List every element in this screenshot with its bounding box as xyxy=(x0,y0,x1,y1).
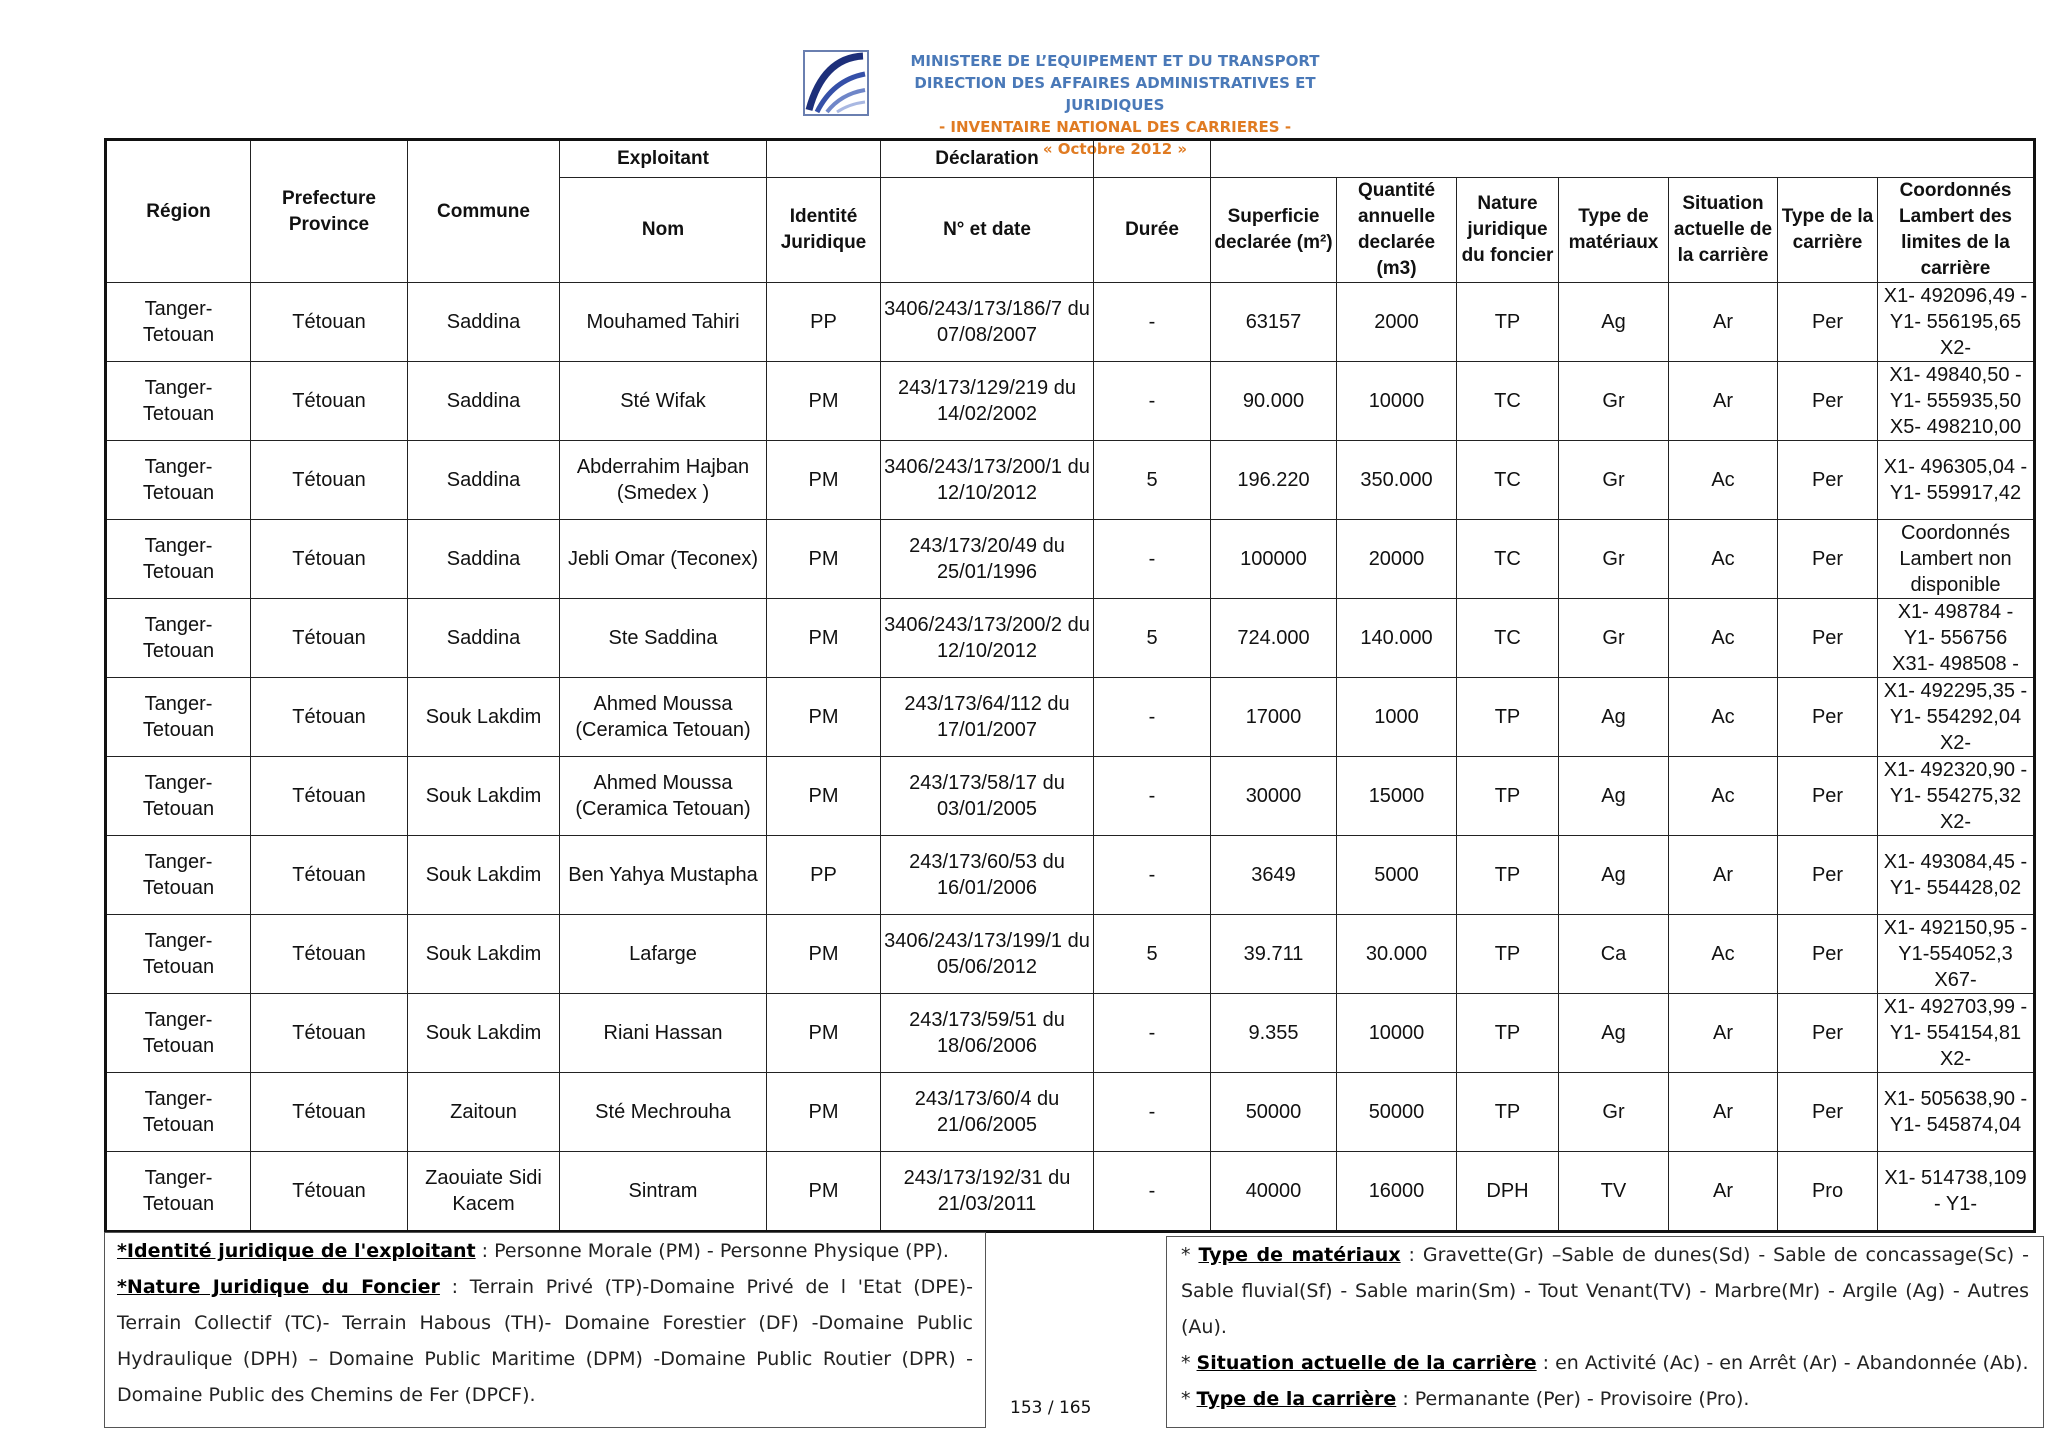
legend-situation-key: Situation actuelle de la carrière xyxy=(1196,1352,1537,1374)
cell-quantite: 16000 xyxy=(1337,1152,1457,1232)
legend-bullet: * xyxy=(1181,1352,1191,1374)
cell-quantite: 10000 xyxy=(1337,362,1457,441)
cell-region: Tanger-Tetouan xyxy=(106,599,251,678)
cell-type-materiaux: Ag xyxy=(1559,283,1669,362)
cell-nature: TP xyxy=(1457,678,1559,757)
legend-type-carriere-text: : Permanante (Per) - Provisoire (Pro). xyxy=(1396,1388,1750,1410)
coord-text: X1- 505638,90 - Y1- 545874,04 xyxy=(1883,1088,2028,1136)
inventory-title: - INVENTAIRE NATIONAL DES CARRIERES - xyxy=(938,118,1292,136)
table-row xyxy=(106,441,2035,520)
cell-region: Tanger-Tetouan xyxy=(106,915,251,994)
cell-type-carriere: Per xyxy=(1778,1073,1878,1152)
group-exploitant: Exploitant xyxy=(560,140,767,178)
cell-region: Tanger-Tetouan xyxy=(106,1152,251,1232)
cell-identite: PM xyxy=(767,520,881,599)
cell-prefecture: Tétouan xyxy=(251,441,408,520)
cell-type-materiaux: Gr xyxy=(1559,520,1669,599)
cell-coordonnees xyxy=(1878,915,2035,994)
cell-situation: Ac xyxy=(1669,678,1778,757)
col-region: Région xyxy=(106,140,251,283)
col-nature: Nature juridique du foncier xyxy=(1457,178,1559,283)
cell-type-carriere: Per xyxy=(1778,678,1878,757)
cell-situation: Ar xyxy=(1669,994,1778,1073)
cell-type-carriere: Per xyxy=(1778,283,1878,362)
cell-commune: Zaouiate Sidi Kacem xyxy=(408,1152,560,1232)
group-blank-2 xyxy=(1094,140,1211,178)
cell-numero: 243/173/192/31 du 21/03/2011 xyxy=(881,1152,1094,1232)
ministry-logo-icon xyxy=(803,50,869,116)
cell-nom: Sintram xyxy=(560,1152,767,1232)
cell-prefecture: Tétouan xyxy=(251,915,408,994)
table-row xyxy=(106,678,2035,757)
cell-superficie: 196.220 xyxy=(1211,441,1337,520)
cell-duree: - xyxy=(1094,520,1211,599)
cell-quantite: 350.000 xyxy=(1337,441,1457,520)
inventory-date: « Octobre 2012 » xyxy=(1042,140,1188,158)
quarries-table xyxy=(104,138,2036,1233)
legend-type-carriere-key: Type de la carrière xyxy=(1196,1388,1397,1410)
group-blank-1 xyxy=(767,140,881,178)
col-quantite: Quantité annuelle declarée (m3) xyxy=(1337,178,1457,283)
cell-region: Tanger-Tetouan xyxy=(106,1073,251,1152)
cell-commune: Saddina xyxy=(408,599,560,678)
legend-identite-text: : Personne Morale (PM) - Personne Physique (PP). xyxy=(475,1240,949,1262)
cell-type-carriere: Per xyxy=(1778,836,1878,915)
legend-nature-key: *Nature Juridique du Foncier xyxy=(117,1276,440,1298)
cell-type-carriere: Per xyxy=(1778,757,1878,836)
cell-superficie: 50000 xyxy=(1211,1073,1337,1152)
cell-duree: - xyxy=(1094,283,1211,362)
cell-situation: Ac xyxy=(1669,441,1778,520)
cell-identite: PM xyxy=(767,1152,881,1232)
cell-superficie: 30000 xyxy=(1211,757,1337,836)
col-duree: Durée xyxy=(1094,178,1211,283)
cell-superficie: 40000 xyxy=(1211,1152,1337,1232)
cell-commune: Saddina xyxy=(408,441,560,520)
cell-type-carriere: Per xyxy=(1778,520,1878,599)
cell-type-materiaux: Ag xyxy=(1559,678,1669,757)
cell-coordonnees xyxy=(1878,599,2035,678)
cell-coordonnees xyxy=(1878,678,2035,757)
page-number: 153 / 165 xyxy=(1010,1398,1092,1418)
cell-prefecture: Tétouan xyxy=(251,757,408,836)
cell-nom: Mouhamed Tahiri xyxy=(560,283,767,362)
cell-commune: Souk Lakdim xyxy=(408,994,560,1073)
cell-commune: Saddina xyxy=(408,362,560,441)
coord-text: X1- 492703,99 - Y1- 554154,81 X2- xyxy=(1883,996,2028,1070)
cell-prefecture: Tétouan xyxy=(251,520,408,599)
cell-identite: PM xyxy=(767,1073,881,1152)
cell-superficie: 90.000 xyxy=(1211,362,1337,441)
cell-type-carriere: Per xyxy=(1778,362,1878,441)
cell-nom: Sté Mechrouha xyxy=(560,1073,767,1152)
cell-situation: Ar xyxy=(1669,836,1778,915)
cell-nature: TP xyxy=(1457,757,1559,836)
cell-quantite: 50000 xyxy=(1337,1073,1457,1152)
cell-type-materiaux: Ag xyxy=(1559,994,1669,1073)
cell-identite: PP xyxy=(767,836,881,915)
cell-nature: TP xyxy=(1457,836,1559,915)
legend-identite-key: *Identité juridique de l'exploitant xyxy=(117,1240,476,1262)
table-body xyxy=(106,283,2035,1232)
cell-coordonnees xyxy=(1878,1073,2035,1152)
table-row xyxy=(106,283,2035,362)
cell-commune: Souk Lakdim xyxy=(408,836,560,915)
cell-commune: Souk Lakdim xyxy=(408,678,560,757)
cell-type-materiaux: Gr xyxy=(1559,362,1669,441)
cell-coordonnees xyxy=(1878,362,2035,441)
cell-identite: PM xyxy=(767,599,881,678)
cell-situation: Ar xyxy=(1669,283,1778,362)
coord-text: X1- 492150,95 - Y1-554052,3 X67- xyxy=(1883,917,2028,991)
cell-nom: Jebli Omar (Teconex) xyxy=(560,520,767,599)
cell-nature: DPH xyxy=(1457,1152,1559,1232)
cell-numero: 243/173/64/112 du 17/01/2007 xyxy=(881,678,1094,757)
cell-quantite: 10000 xyxy=(1337,994,1457,1073)
cell-coordonnees xyxy=(1878,520,2035,599)
col-commune: Commune xyxy=(408,140,560,283)
cell-nature: TP xyxy=(1457,915,1559,994)
coord-text: X1- 514738,109 - Y1- xyxy=(1884,1167,2027,1215)
cell-type-materiaux: Gr xyxy=(1559,1073,1669,1152)
cell-coordonnees xyxy=(1878,994,2035,1073)
cell-coordonnees xyxy=(1878,283,2035,362)
cell-prefecture: Tétouan xyxy=(251,678,408,757)
cell-type-materiaux: Ag xyxy=(1559,836,1669,915)
col-type-materiaux: Type de matériaux xyxy=(1559,178,1669,283)
cell-duree: - xyxy=(1094,678,1211,757)
cell-numero: 3406/243/173/200/2 du 12/10/2012 xyxy=(881,599,1094,678)
cell-situation: Ac xyxy=(1669,915,1778,994)
cell-nom: Sté Wifak xyxy=(560,362,767,441)
table-row xyxy=(106,915,2035,994)
group-blank-3 xyxy=(1211,140,2035,178)
cell-identite: PM xyxy=(767,678,881,757)
cell-nature: TP xyxy=(1457,283,1559,362)
col-numero: N° et date xyxy=(881,178,1094,283)
cell-prefecture: Tétouan xyxy=(251,283,408,362)
cell-nom: Ste Saddina xyxy=(560,599,767,678)
cell-type-carriere: Pro xyxy=(1778,1152,1878,1232)
cell-numero: 243/173/58/17 du 03/01/2005 xyxy=(881,757,1094,836)
cell-coordonnees xyxy=(1878,757,2035,836)
col-identite: Identité Juridique xyxy=(767,178,881,283)
cell-coordonnees xyxy=(1878,836,2035,915)
cell-duree: 5 xyxy=(1094,915,1211,994)
cell-type-carriere: Per xyxy=(1778,915,1878,994)
cell-type-materiaux: TV xyxy=(1559,1152,1669,1232)
cell-superficie: 9.355 xyxy=(1211,994,1337,1073)
cell-prefecture: Tétouan xyxy=(251,362,408,441)
cell-commune: Saddina xyxy=(408,520,560,599)
cell-situation: Ar xyxy=(1669,1152,1778,1232)
legend-type-carriere xyxy=(1181,1381,2029,1417)
cell-duree: - xyxy=(1094,836,1211,915)
cell-superficie: 100000 xyxy=(1211,520,1337,599)
cell-duree: 5 xyxy=(1094,599,1211,678)
cell-region: Tanger-Tetouan xyxy=(106,283,251,362)
table-row xyxy=(106,599,2035,678)
cell-superficie: 63157 xyxy=(1211,283,1337,362)
col-prefecture: Prefecture Province xyxy=(251,140,408,283)
table-row xyxy=(106,994,2035,1073)
cell-identite: PM xyxy=(767,757,881,836)
col-type-carriere: Type de la carrière xyxy=(1778,178,1878,283)
cell-superficie: 3649 xyxy=(1211,836,1337,915)
group-declaration: Déclaration xyxy=(881,140,1094,178)
cell-region: Tanger-Tetouan xyxy=(106,678,251,757)
cell-region: Tanger-Tetouan xyxy=(106,757,251,836)
cell-prefecture: Tétouan xyxy=(251,1073,408,1152)
legend-situation-text: : en Activité (Ac) - en Arrêt (Ar) - Abandonnée (Ab). xyxy=(1536,1352,2029,1374)
cell-nature: TC xyxy=(1457,599,1559,678)
legend-left xyxy=(104,1232,986,1428)
cell-identite: PM xyxy=(767,362,881,441)
legend-nature-text: : Terrain Privé (TP)-Domaine Privé de l 'Etat (DPE)- Terrain Collectif (TC)- Terrain Habous (TH)- Domaine Forestier (DF) -Domaine Public Hydraulique (DPH) – Domaine Public Maritime (DPM) -Domaine Public Routier (DPR) - Domaine Public des Chemins de Fer (DPCF). xyxy=(117,1276,974,1406)
cell-region: Tanger-Tetouan xyxy=(106,836,251,915)
table-row xyxy=(106,757,2035,836)
cell-quantite: 5000 xyxy=(1337,836,1457,915)
cell-type-carriere: Per xyxy=(1778,599,1878,678)
legend-type-materiaux xyxy=(1181,1237,2029,1345)
cell-prefecture: Tétouan xyxy=(251,836,408,915)
cell-duree: - xyxy=(1094,1073,1211,1152)
cell-superficie: 724.000 xyxy=(1211,599,1337,678)
cell-nom: Lafarge xyxy=(560,915,767,994)
cell-commune: Saddina xyxy=(408,283,560,362)
cell-superficie: 17000 xyxy=(1211,678,1337,757)
cell-quantite: 140.000 xyxy=(1337,599,1457,678)
cell-quantite: 2000 xyxy=(1337,283,1457,362)
cell-nom: Ben Yahya Mustapha xyxy=(560,836,767,915)
cell-region: Tanger-Tetouan xyxy=(106,520,251,599)
table-row xyxy=(106,1073,2035,1152)
cell-situation: Ar xyxy=(1669,1073,1778,1152)
cell-type-materiaux: Ca xyxy=(1559,915,1669,994)
cell-nom: Ahmed Moussa (Ceramica Tetouan) xyxy=(560,757,767,836)
cell-identite: PM xyxy=(767,915,881,994)
cell-region: Tanger-Tetouan xyxy=(106,362,251,441)
cell-quantite: 30.000 xyxy=(1337,915,1457,994)
cell-type-materiaux: Gr xyxy=(1559,599,1669,678)
cell-identite: PM xyxy=(767,994,881,1073)
cell-situation: Ac xyxy=(1669,599,1778,678)
cell-prefecture: Tétouan xyxy=(251,994,408,1073)
cell-nature: TC xyxy=(1457,362,1559,441)
cell-duree: 5 xyxy=(1094,441,1211,520)
legend-bullet: * xyxy=(1181,1388,1191,1410)
cell-identite: PM xyxy=(767,441,881,520)
cell-numero: 3406/243/173/186/7 du 07/08/2007 xyxy=(881,283,1094,362)
legend-type-materiaux-text: : Gravette(Gr) –Sable de dunes(Sd) - Sable de concassage(Sc) - Sable fluvial(Sf) - Sable marin(Sm) - Tout Venant(TV) - Marbre(Mr) - Argile (Ag) - Autres (Au). xyxy=(1181,1244,2029,1338)
col-nom: Nom xyxy=(560,178,767,283)
coord-text: X1- 493084,45 - Y1- 554428,02 xyxy=(1883,851,2028,899)
direction-name: DIRECTION DES AFFAIRES ADMINISTRATIVES ET JURIDIQUES xyxy=(914,74,1316,114)
cell-duree: - xyxy=(1094,1152,1211,1232)
cell-numero: 243/173/129/219 du 14/02/2002 xyxy=(881,362,1094,441)
coord-text: X1- 498784 - Y1- 556756 X31- 498508 - xyxy=(1892,601,2019,675)
cell-nom: Ahmed Moussa (Ceramica Tetouan) xyxy=(560,678,767,757)
col-situation: Situation actuelle de la carrière xyxy=(1669,178,1778,283)
cell-situation: Ar xyxy=(1669,362,1778,441)
table-row xyxy=(106,836,2035,915)
cell-nature: TP xyxy=(1457,1073,1559,1152)
cell-duree: - xyxy=(1094,362,1211,441)
cell-quantite: 15000 xyxy=(1337,757,1457,836)
cell-numero: 243/173/59/51 du 18/06/2006 xyxy=(881,994,1094,1073)
cell-numero: 243/173/60/53 du 16/01/2006 xyxy=(881,836,1094,915)
cell-numero: 243/173/60/4 du 21/06/2005 xyxy=(881,1073,1094,1152)
cell-nom: Riani Hassan xyxy=(560,994,767,1073)
cell-type-carriere: Per xyxy=(1778,441,1878,520)
cell-type-materiaux: Ag xyxy=(1559,757,1669,836)
col-coordonnees: Coordonnés Lambert des limites de la carrière xyxy=(1878,178,2035,283)
cell-commune: Zaitoun xyxy=(408,1073,560,1152)
cell-prefecture: Tétouan xyxy=(251,599,408,678)
legend-identite xyxy=(117,1233,973,1269)
cell-nom: Abderrahim Hajban (Smedex ) xyxy=(560,441,767,520)
coord-text: X1- 496305,04 - Y1- 559917,42 xyxy=(1883,456,2028,504)
table-row xyxy=(106,520,2035,599)
cell-quantite: 20000 xyxy=(1337,520,1457,599)
col-superficie: Superficie declarée (m²) xyxy=(1211,178,1337,283)
legend-bullet: * xyxy=(1181,1244,1191,1266)
legend-right xyxy=(1166,1236,2044,1428)
cell-coordonnees xyxy=(1878,1152,2035,1232)
table-row xyxy=(106,362,2035,441)
legend-type-materiaux-key: Type de matériaux xyxy=(1198,1244,1401,1266)
cell-commune: Souk Lakdim xyxy=(408,757,560,836)
cell-prefecture: Tétouan xyxy=(251,1152,408,1232)
cell-type-carriere: Per xyxy=(1778,994,1878,1073)
cell-numero: 3406/243/173/200/1 du 12/10/2012 xyxy=(881,441,1094,520)
cell-commune: Souk Lakdim xyxy=(408,915,560,994)
coord-text: X1- 49840,50 - Y1- 555935,50 X5- 498210,00 xyxy=(1889,364,2022,438)
cell-type-materiaux: Gr xyxy=(1559,441,1669,520)
coord-text: X1- 492295,35 - Y1- 554292,04 X2- xyxy=(1883,680,2028,754)
coord-text: X1- 492320,90 - Y1- 554275,32 X2- xyxy=(1883,759,2028,833)
document-header xyxy=(0,44,2048,158)
coord-text: X1- 492096,49 - Y1- 556195,65 X2- xyxy=(1883,285,2028,359)
cell-identite: PP xyxy=(767,283,881,362)
cell-situation: Ac xyxy=(1669,520,1778,599)
legend-situation xyxy=(1181,1345,2029,1381)
cell-superficie: 39.711 xyxy=(1211,915,1337,994)
coord-text: Coordonnés Lambert non disponible xyxy=(1899,522,2012,596)
cell-region: Tanger-Tetouan xyxy=(106,441,251,520)
cell-coordonnees xyxy=(1878,441,2035,520)
cell-nature: TP xyxy=(1457,994,1559,1073)
cell-quantite: 1000 xyxy=(1337,678,1457,757)
cell-nature: TC xyxy=(1457,441,1559,520)
cell-numero: 243/173/20/49 du 25/01/1996 xyxy=(881,520,1094,599)
cell-situation: Ac xyxy=(1669,757,1778,836)
cell-duree: - xyxy=(1094,994,1211,1073)
legend-nature xyxy=(117,1269,973,1413)
cell-nature: TC xyxy=(1457,520,1559,599)
cell-region: Tanger-Tetouan xyxy=(106,994,251,1073)
group-header-row xyxy=(106,140,2035,178)
cell-numero: 3406/243/173/199/1 du 05/06/2012 xyxy=(881,915,1094,994)
cell-duree: - xyxy=(1094,757,1211,836)
table-row xyxy=(106,1152,2035,1232)
ministry-name: MINISTERE DE L’EQUIPEMENT ET DU TRANSPORT xyxy=(910,52,1320,70)
